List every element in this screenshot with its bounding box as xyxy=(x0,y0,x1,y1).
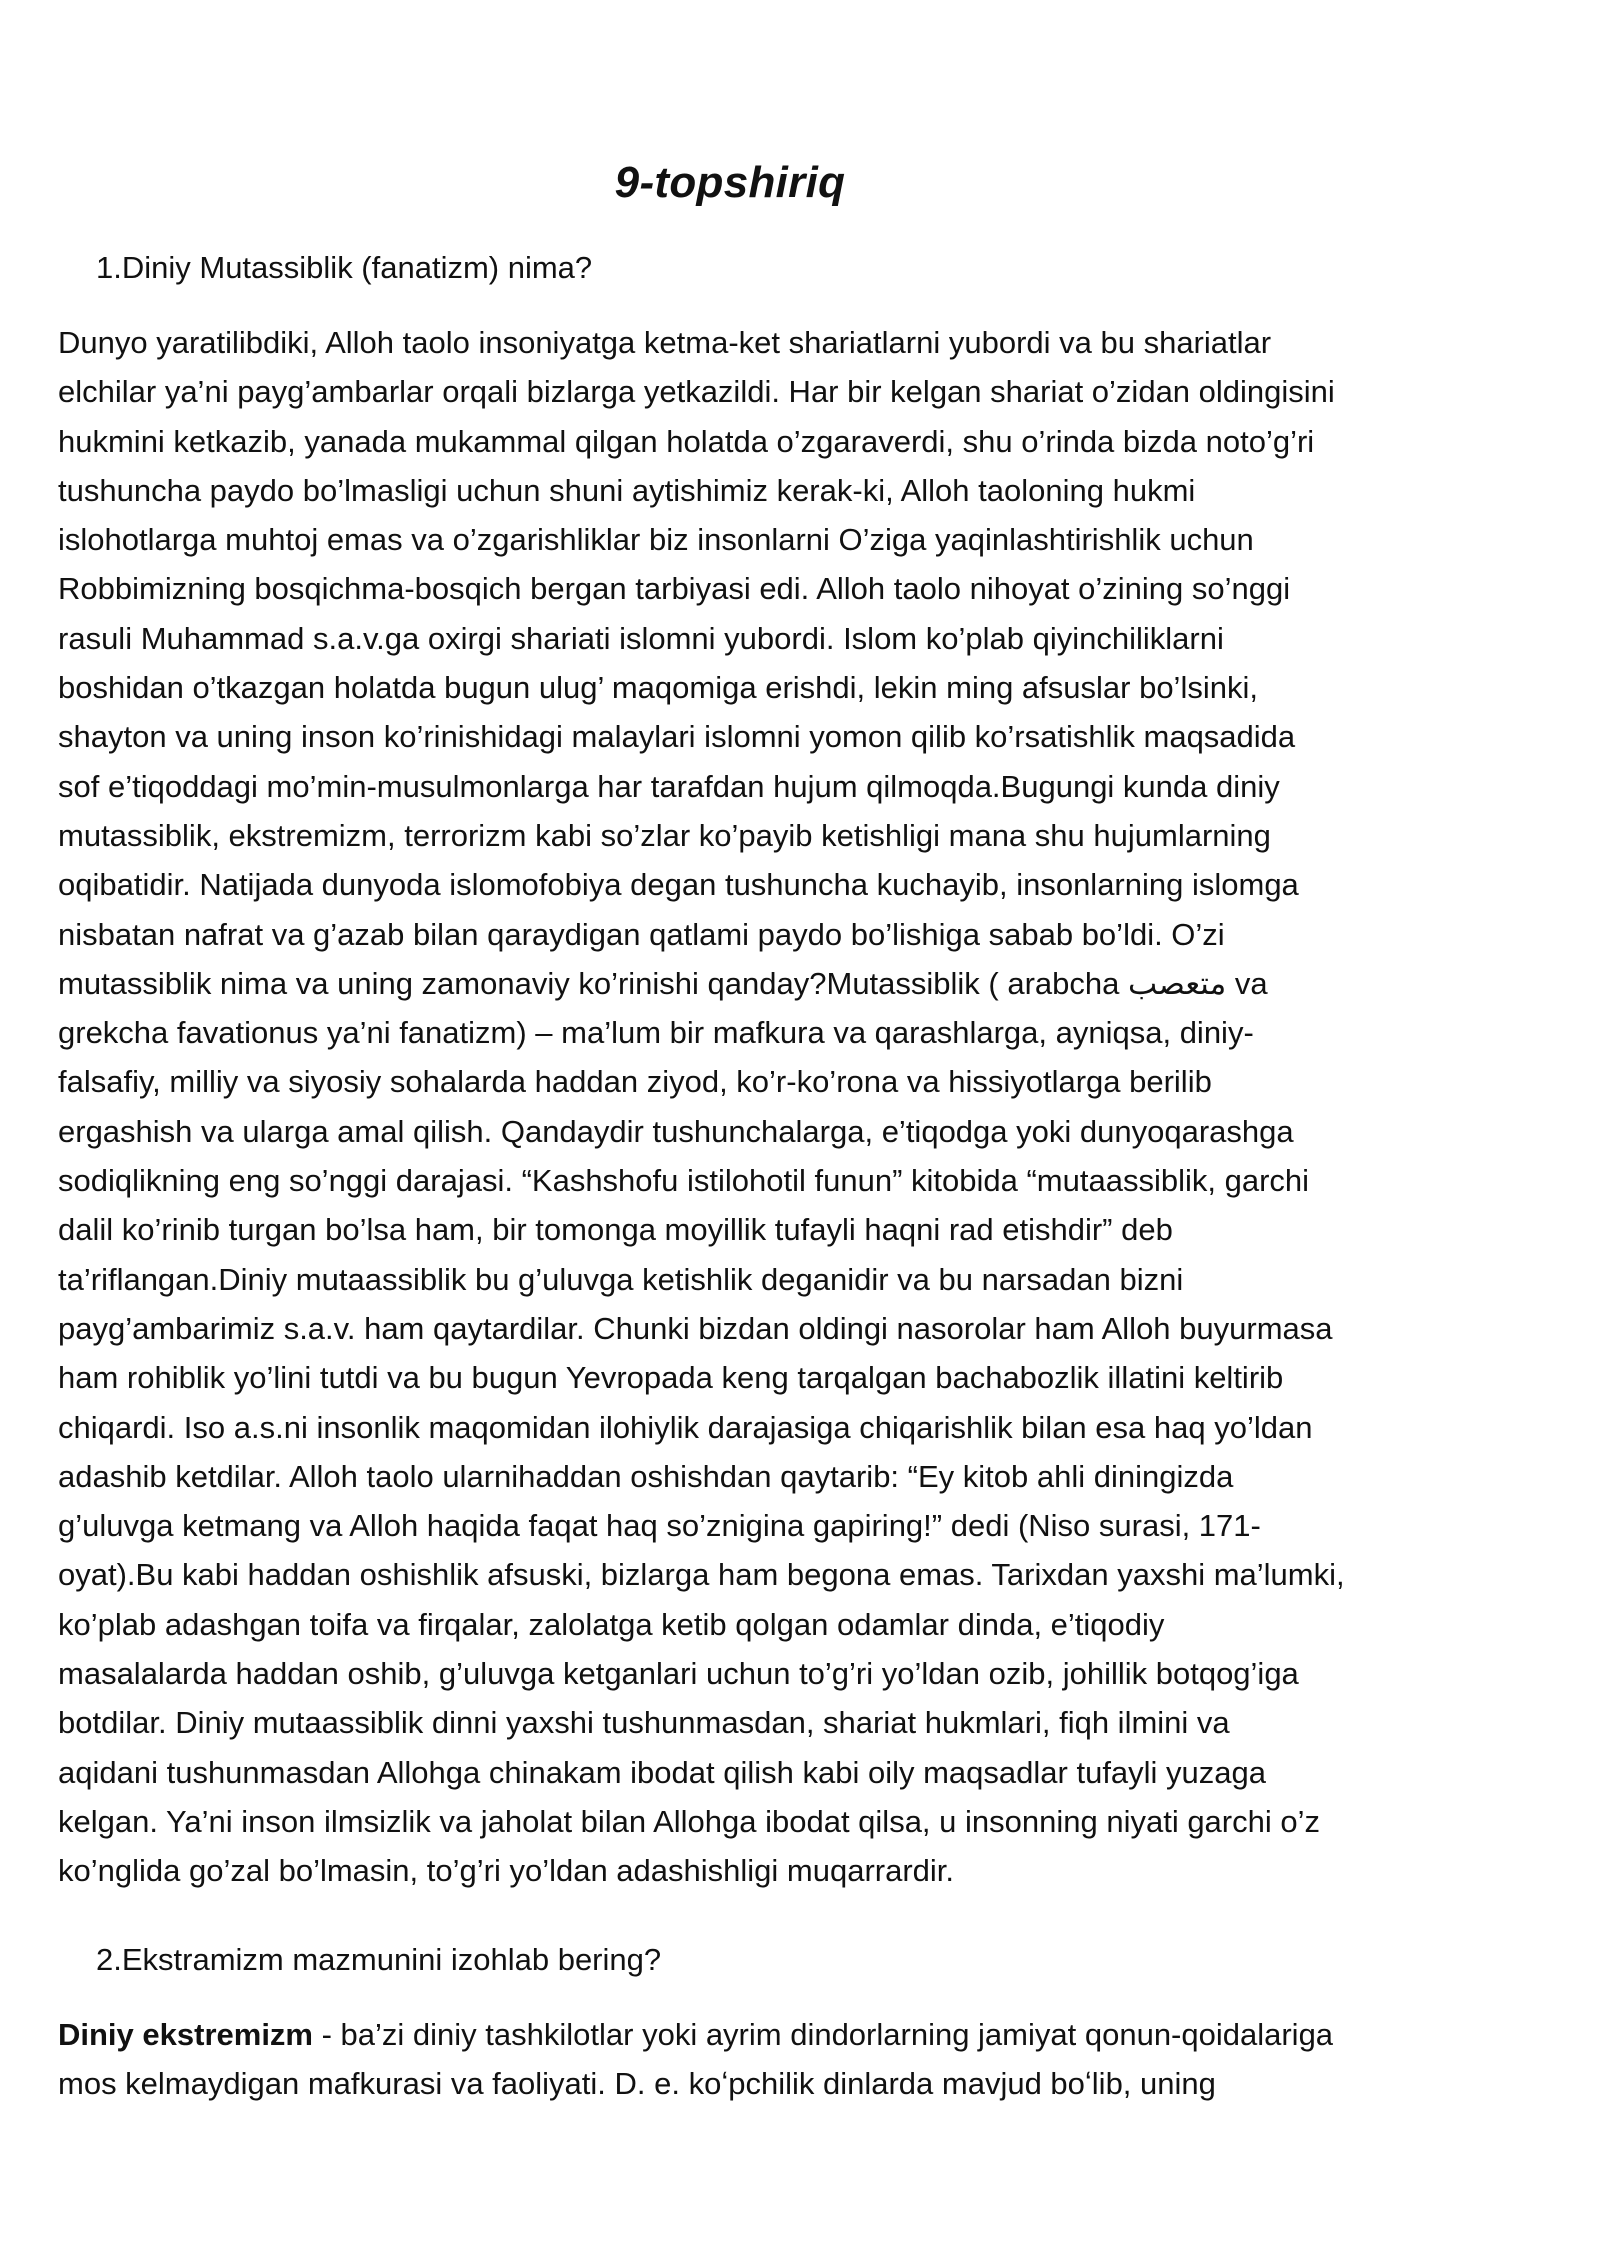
answer-1-line: nisbatan nafrat va g’azab bilan qaraydigan qatlami paydo bo’lishiga sabab bo’ldi. O’zi xyxy=(58,916,1225,952)
answer-1-line: mutassiblik nima va uning zamonaviy ko’rinishi qanday?Mutassiblik ( arabcha متعصب va xyxy=(58,965,1268,1001)
answer-1-line: masalalarda haddan oshib, g’uluvga ketganlari uchun to’g’ri yo’ldan ozib, johillik botqog’iga xyxy=(58,1656,1299,1692)
answer-1-line: islohotlarga muhtoj emas va o’zgarishliklar biz insonlarni O’ziga yaqinlashtirishlik uchun xyxy=(58,522,1254,558)
answer-1-line: payg’ambarimiz s.a.v. ham qaytardilar. Chunki bizdan oldingi nasorolar ham Alloh buyurmasa xyxy=(58,1310,1333,1346)
answer-1-line: Dunyo yaratilibdiki, Alloh taolo insoniyatga ketma-ket shariatlarni yubordi va bu shariatlar xyxy=(58,325,1272,360)
answer-1-line: hukmini ketkazib, yanada mukammal qilgan holatda o’zgaraverdi, shu o’rinda bizda noto’g’ri xyxy=(58,423,1315,459)
answer-1-line: kelgan. Ya’ni inson ilmsizlik va jaholat bilan Allohga ibodat qilsa, u insonning niyati garchi o’z xyxy=(58,1803,1320,1839)
answer-1-line: sodiqlikning eng so’nggi darajasi. “Kashshofu istilohotil funun” kitobida “mutaassiblik, garchi xyxy=(58,1163,1310,1199)
answer-1-line: dalil ko’rinib turgan bo’lsa ham, bir tomonga moyillik tufayli haqni rad etishdir” deb xyxy=(58,1212,1173,1248)
answer-1-line: botdilar. Diniy mutaassiblik dinni yaxshi tushunmasdan, shariat hukmlari, fiqh ilmini va xyxy=(58,1705,1230,1741)
answer-1-line: rasuli Muhammad s.a.v.ga oxirgi shariati islomni yubordi. Islom ko’plab qiyinchiliklarni xyxy=(58,620,1224,656)
answer-1-line: boshidan o’tkazgan holatda bugun ulug’ maqomiga erishdi, lekin ming afsuslar bo’lsinki, xyxy=(58,670,1258,706)
answer-1-line: sof e’tiqoddagi mo’min-musulmonlarga har tarafdan hujum qilmoqda.Bugungi kunda diniy xyxy=(58,768,1280,804)
question-1: 1.Diniy Mutassiblik (fanatizm) nima? xyxy=(96,250,593,285)
answer-1-line: aqidani tushunmasdan Allohga chinakam ibodat qilish kabi oily maqsadlar tufayli yuzaga xyxy=(58,1754,1267,1790)
answer-2-paragraph xyxy=(58,2010,1558,2109)
answer-1-line: oqibatidir. Natijada dunyoda islomofobiya degan tushuncha kuchayib, insonlarning islomga xyxy=(58,867,1299,903)
page-title: 9-topshiriq xyxy=(614,158,846,207)
answer-1-line: falsafiy, milliy va siyosiy sohalarda haddan ziyod, ko’r-ko’rona va hissiyotlarga berilib xyxy=(58,1064,1212,1100)
answer-1-line: elchilar ya’ni payg’ambarlar orqali bizlarga yetkazildi. Har bir kelgan shariat o’zidan oldingisini xyxy=(58,374,1335,410)
answer-2-line: mos kelmaydigan mafkurasi va faoliyati. D. e. koʻpchilik dinlarda mavjud boʻlib, uning xyxy=(58,2066,1216,2102)
answer-1-line: tushuncha paydo bo’lmasligi uchun shuni aytishimiz kerak-ki, Alloh taoloning hukmi xyxy=(58,472,1196,508)
question-2: 2.Ekstramizm mazmunini izohlab bering? xyxy=(96,1942,662,1977)
answer-1-paragraph xyxy=(58,318,1558,1896)
term-diniy-ekstremizm: Diniy ekstremizm xyxy=(58,2017,313,2052)
answer-1-line: g’uluvga ketmang va Alloh haqida faqat haq so’znigina gapiring!” dedi (Niso surasi, 171- xyxy=(58,1508,1261,1544)
answer-1-line: mutassiblik, ekstremizm, terrorizm kabi so’zlar ko’payib ketishligi mana shu hujumlarning xyxy=(58,817,1271,853)
answer-1-line: ham rohiblik yo’lini tutdi va bu bugun Yevropada keng tarqalgan bachabozlik illatini keltirib xyxy=(58,1360,1284,1396)
answer-1-line: ergashish va ularga amal qilish. Qandaydir tushunchalarga, e’tiqodga yoki dunyoqarashga xyxy=(58,1113,1294,1149)
answer-1-line: oyat).Bu kabi haddan oshishlik afsuski, bizlarga ham begona emas. Tarixdan yaxshi ma’lumki, xyxy=(58,1557,1345,1593)
answer-1-line: shayton va uning inson ko’rinishidagi malaylari islomni yomon qilib ko’rsatishlik maqsadida xyxy=(58,719,1296,755)
answer-1-line: adashib ketdilar. Alloh taolo ularnihaddan oshishdan qaytarib: “Ey kitob ahli diningizda xyxy=(58,1458,1234,1494)
answer-2-line-1-text: - ba’zi diniy tashkilotlar yoki ayrim dindorlarning jamiyat qonun-qoidalariga xyxy=(313,2017,1334,2052)
answer-2-line xyxy=(58,2010,1558,2059)
answer-1-line: ko’plab adashgan toifa va firqalar, zalolatga ketib qolgan odamlar dinda, e’tiqodiy xyxy=(58,1606,1165,1642)
answer-1-line: Robbimizning bosqichma-bosqich bergan tarbiyasi edi. Alloh taolo nihoyat o’zining so’nggi xyxy=(58,571,1291,607)
answer-1-line: chiqardi. Iso a.s.ni insonlik maqomidan ilohiylik darajasiga chiqarishlik bilan esa haq yo’ldan xyxy=(58,1409,1313,1445)
answer-1-line: ta’riflangan.Diniy mutaassiblik bu g’uluvga ketishlik deganidir va bu narsadan bizni xyxy=(58,1261,1184,1297)
answer-1-line: grekcha favationus ya’ni fanatizm) – ma’lum bir mafkura va qarashlarga, ayniqsa, diniy- xyxy=(58,1015,1254,1051)
answer-1-line: ko’nglida go’zal bo’lmasin, to’g’ri yo’ldan adashishligi muqarrardir. xyxy=(58,1853,955,1889)
